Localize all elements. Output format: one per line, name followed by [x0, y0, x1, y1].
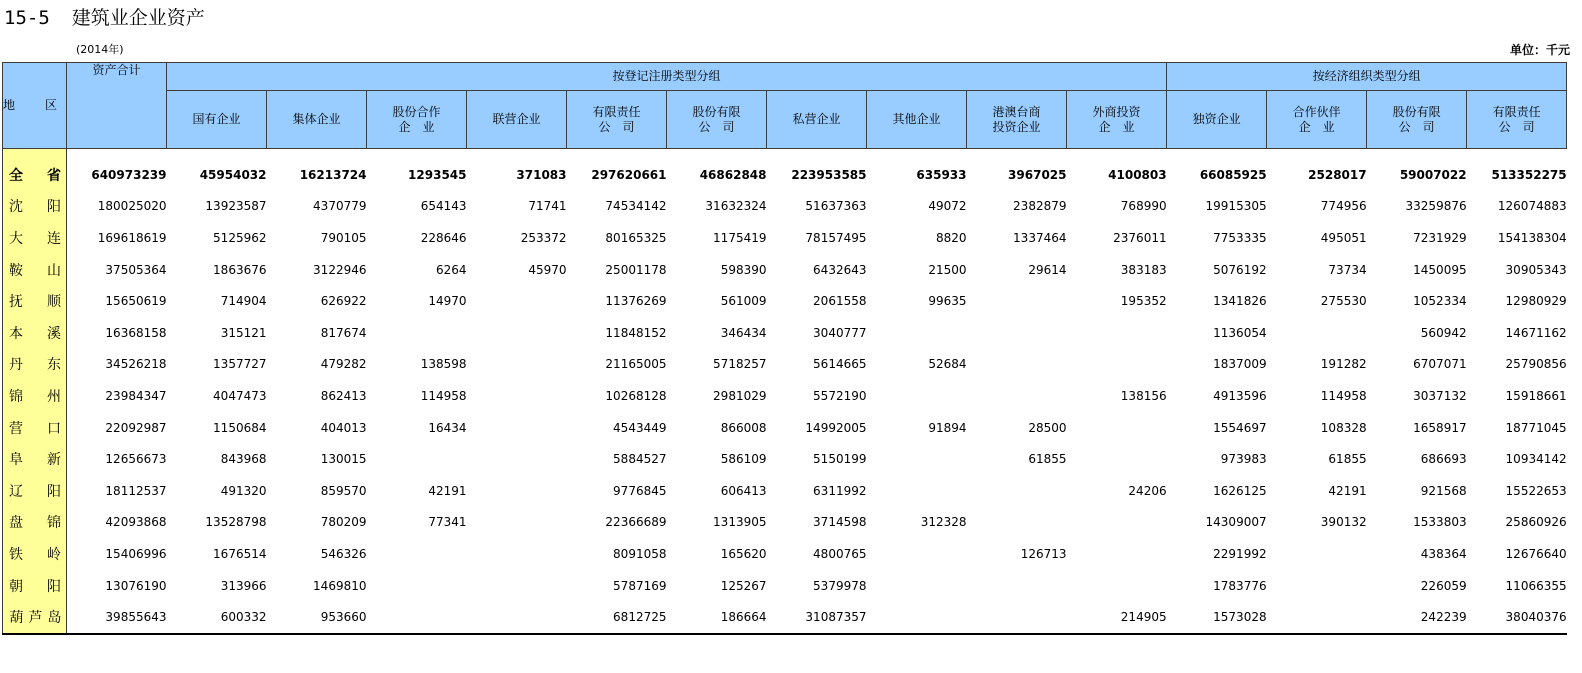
value-cell: 561009 — [720, 294, 767, 309]
value-cell: 52684 — [928, 357, 967, 372]
value-cell: 953660 — [267, 601, 367, 634]
value-cell: 78157495 — [805, 230, 867, 245]
value-cell: 1357727 — [213, 357, 267, 372]
registration-column-header: 国有企业 — [167, 91, 267, 149]
value-cell: 4100803 — [1108, 167, 1167, 182]
value-cell: 2376011 — [1113, 230, 1167, 245]
total-value-cell: 37505364 — [105, 262, 167, 277]
value-cell: 114958 — [420, 388, 467, 403]
value-cell: 438364 — [1420, 546, 1467, 561]
value-cell: 12676640 — [1505, 546, 1567, 561]
value-cell — [1067, 317, 1167, 349]
value-cell: 312328 — [920, 515, 967, 530]
value-cell: 5076192 — [1213, 262, 1267, 277]
value-cell: 598390 — [720, 262, 767, 277]
table-row — [3, 475, 1567, 507]
value-cell: 77341 — [428, 515, 467, 530]
region-cell: 大 连 — [3, 222, 67, 254]
value-cell — [967, 601, 1067, 634]
value-cell: 4913596 — [1213, 388, 1267, 403]
registration-column-header: 股份有限 公 司 — [667, 91, 767, 149]
registration-column-header: 私营企业 — [767, 91, 867, 149]
value-cell: 99635 — [928, 294, 967, 309]
value-cell: 12980929 — [1505, 294, 1567, 309]
year-label: (2014年) — [76, 43, 124, 56]
value-cell — [467, 412, 567, 444]
value-cell: 15522653 — [1505, 483, 1567, 498]
value-cell: 9776845 — [613, 483, 667, 498]
value-cell: 126074883 — [1497, 199, 1567, 214]
value-cell: 780209 — [320, 515, 367, 530]
value-cell — [367, 601, 467, 634]
value-cell: 130015 — [320, 452, 367, 467]
value-cell — [867, 443, 967, 475]
value-cell: 1469810 — [313, 578, 367, 593]
value-cell: 30905343 — [1505, 262, 1567, 277]
value-cell: 3714598 — [813, 515, 867, 530]
value-cell: 6311992 — [813, 483, 867, 498]
value-cell: 71741 — [528, 199, 567, 214]
value-cell: 495051 — [1320, 230, 1367, 245]
unit-label: 单位：千元 — [1509, 43, 1570, 57]
value-cell: 1337464 — [1013, 230, 1067, 245]
value-cell — [867, 601, 967, 634]
registration-column-header: 集体企业 — [267, 91, 367, 149]
value-cell: 6264 — [435, 262, 467, 277]
value-cell: 5614665 — [813, 357, 867, 372]
total-value-cell: 640973239 — [91, 167, 167, 182]
value-cell — [1067, 570, 1167, 602]
value-cell: 866008 — [720, 420, 767, 435]
value-cell: 14671162 — [1505, 325, 1567, 340]
value-cell: 1573028 — [1167, 601, 1267, 634]
value-cell: 1533803 — [1413, 515, 1467, 530]
value-cell: 16434 — [428, 420, 467, 435]
value-cell — [1267, 601, 1367, 634]
value-cell: 297620661 — [591, 167, 667, 182]
total-value-cell: 13076190 — [105, 578, 167, 593]
registration-column-header: 外商投资 企 业 — [1067, 91, 1167, 149]
value-cell: 1175419 — [713, 230, 767, 245]
value-cell: 315121 — [220, 325, 267, 340]
table-row — [3, 570, 1567, 602]
value-cell — [967, 380, 1067, 412]
value-cell: 59007022 — [1399, 167, 1467, 182]
value-cell: 22366689 — [605, 515, 667, 530]
value-cell: 223953585 — [791, 167, 867, 182]
value-cell: 3967025 — [1008, 167, 1067, 182]
total-value-cell: 15406996 — [105, 546, 167, 561]
economic-column-header: 合作伙伴 企 业 — [1267, 91, 1367, 149]
value-cell: 600332 — [167, 601, 267, 634]
value-cell: 4543449 — [613, 420, 667, 435]
value-cell: 80165325 — [605, 230, 667, 245]
value-cell — [1267, 317, 1367, 349]
value-cell: 654143 — [420, 199, 467, 214]
value-cell: 11376269 — [605, 294, 667, 309]
value-cell: 21500 — [928, 262, 967, 277]
value-cell — [967, 475, 1067, 507]
value-cell: 49072 — [928, 199, 967, 214]
value-cell — [1067, 349, 1167, 381]
value-cell — [467, 443, 567, 475]
value-cell: 346434 — [720, 325, 767, 340]
table-row — [3, 601, 1567, 634]
value-cell: 513352275 — [1491, 167, 1567, 182]
value-cell: 7231929 — [1413, 230, 1467, 245]
region-cell: 锦 州 — [3, 380, 67, 412]
value-cell: 7753335 — [1213, 230, 1267, 245]
value-cell — [967, 570, 1067, 602]
value-cell — [467, 601, 567, 634]
value-cell: 6707071 — [1413, 357, 1467, 372]
value-cell: 165620 — [720, 546, 767, 561]
value-cell: 42191 — [428, 483, 467, 498]
table-body — [3, 149, 1567, 634]
value-cell: 25001178 — [605, 262, 667, 277]
value-cell: 73734 — [1328, 262, 1367, 277]
value-cell: 38040376 — [1467, 601, 1567, 634]
value-cell: 5379978 — [813, 578, 867, 593]
value-cell: 2061558 — [813, 294, 867, 309]
region-cell: 盘 锦 — [3, 507, 67, 539]
region-cell: 丹 东 — [3, 349, 67, 381]
value-cell — [1267, 570, 1367, 602]
economic-column-header: 股份有限 公 司 — [1367, 91, 1467, 149]
table-row — [3, 412, 1567, 444]
value-cell: 66085925 — [1199, 167, 1267, 182]
value-cell: 25860926 — [1505, 515, 1567, 530]
region-cell: 阜 新 — [3, 443, 67, 475]
value-cell: 24206 — [1128, 483, 1167, 498]
value-cell: 1293545 — [408, 167, 467, 182]
value-cell: 4047473 — [213, 388, 267, 403]
registration-group-header: 按登记注册类型分组 — [167, 63, 1167, 91]
value-cell: 18771045 — [1505, 420, 1567, 435]
value-cell: 51637363 — [805, 199, 867, 214]
total-value-cell: 169618619 — [97, 230, 167, 245]
table-row — [3, 507, 1567, 539]
registration-column-header: 其他企业 — [867, 91, 967, 149]
total-value-cell: 22092987 — [105, 420, 167, 435]
value-cell: 74534142 — [605, 199, 667, 214]
value-cell: 5572190 — [813, 388, 867, 403]
value-cell: 13528798 — [205, 515, 267, 530]
value-cell: 31632324 — [705, 199, 767, 214]
value-cell: 2528017 — [1308, 167, 1367, 182]
value-cell: 8091058 — [613, 546, 667, 561]
value-cell: 921568 — [1420, 483, 1467, 498]
registration-column-header: 联营企业 — [467, 91, 567, 149]
value-cell: 2382879 — [1013, 199, 1067, 214]
value-cell: 390132 — [1320, 515, 1367, 530]
value-cell: 843968 — [220, 452, 267, 467]
value-cell: 195352 — [1120, 294, 1167, 309]
value-cell: 1341826 — [1213, 294, 1267, 309]
economic-column-header: 有限责任 公 司 — [1467, 91, 1567, 149]
table-row — [3, 222, 1567, 254]
value-cell: 13923587 — [205, 199, 267, 214]
value-cell: 114958 — [1320, 388, 1367, 403]
registration-column-header: 有限责任 公 司 — [567, 91, 667, 149]
region-cell: 抚 顺 — [3, 285, 67, 317]
table-row — [3, 317, 1567, 349]
value-cell: 1554697 — [1213, 420, 1267, 435]
value-cell: 6812725 — [567, 601, 667, 634]
total-value-cell: 12656673 — [105, 452, 167, 467]
value-cell — [867, 570, 967, 602]
value-cell: 371083 — [516, 167, 567, 182]
table-row — [3, 191, 1567, 223]
value-cell: 1450095 — [1413, 262, 1467, 277]
total-row — [3, 149, 1567, 191]
value-cell: 479282 — [320, 357, 367, 372]
value-cell: 28500 — [1028, 420, 1067, 435]
value-cell — [467, 570, 567, 602]
value-cell: 10934142 — [1505, 452, 1567, 467]
value-cell: 8820 — [935, 230, 967, 245]
region-cell: 铁 岭 — [3, 538, 67, 570]
total-value-cell: 180025020 — [97, 199, 167, 214]
value-cell: 973983 — [1220, 452, 1267, 467]
table-row — [3, 380, 1567, 412]
table-row — [3, 538, 1567, 570]
value-cell — [467, 285, 567, 317]
value-cell: 4370779 — [313, 199, 367, 214]
value-cell — [1067, 412, 1167, 444]
value-cell: 14970 — [428, 294, 467, 309]
value-cell: 61855 — [1328, 452, 1367, 467]
region-cell: 沈 阳 — [3, 191, 67, 223]
value-cell: 138598 — [420, 357, 467, 372]
value-cell: 61855 — [1028, 452, 1067, 467]
region-cell: 朝 阳 — [3, 570, 67, 602]
region-cell: 本 溪 — [3, 317, 67, 349]
value-cell: 5125962 — [213, 230, 267, 245]
value-cell: 3040777 — [813, 325, 867, 340]
value-cell: 21165005 — [605, 357, 667, 372]
value-cell: 242239 — [1367, 601, 1467, 634]
region-cell: 营 口 — [3, 412, 67, 444]
value-cell: 2981029 — [713, 388, 767, 403]
economic-column-header: 独资企业 — [1167, 91, 1267, 149]
value-cell: 817674 — [320, 325, 367, 340]
value-cell — [867, 538, 967, 570]
value-cell: 186664 — [667, 601, 767, 634]
value-cell: 11066355 — [1505, 578, 1567, 593]
value-cell — [967, 285, 1067, 317]
value-cell: 91894 — [928, 420, 967, 435]
value-cell — [867, 380, 967, 412]
value-cell: 46862848 — [699, 167, 767, 182]
value-cell: 11848152 — [605, 325, 667, 340]
value-cell: 16213724 — [299, 167, 367, 182]
value-cell: 1783776 — [1213, 578, 1267, 593]
assets-table — [2, 62, 1567, 635]
table-row — [3, 254, 1567, 286]
economic-group-header: 按经济组织类型分组 — [1167, 63, 1567, 91]
value-cell: 31087357 — [767, 601, 867, 634]
value-cell: 5884527 — [613, 452, 667, 467]
value-cell: 6432643 — [813, 262, 867, 277]
value-cell — [467, 507, 567, 539]
value-cell: 125267 — [720, 578, 767, 593]
value-cell: 15918661 — [1505, 388, 1567, 403]
value-cell: 768990 — [1120, 199, 1167, 214]
total-value-cell: 18112537 — [105, 483, 167, 498]
value-cell: 275530 — [1320, 294, 1367, 309]
value-cell: 404013 — [320, 420, 367, 435]
total-value-cell: 16368158 — [105, 325, 167, 340]
value-cell: 546326 — [320, 546, 367, 561]
value-cell — [467, 317, 567, 349]
value-cell: 138156 — [1120, 388, 1167, 403]
total-value-cell: 23984347 — [105, 388, 167, 403]
value-cell — [367, 443, 467, 475]
value-cell: 862413 — [320, 388, 367, 403]
value-cell: 1136054 — [1213, 325, 1267, 340]
total-value-cell: 39855643 — [67, 601, 167, 634]
value-cell: 42191 — [1328, 483, 1367, 498]
value-cell: 5718257 — [713, 357, 767, 372]
value-cell — [967, 349, 1067, 381]
value-cell — [367, 317, 467, 349]
value-cell: 1676514 — [213, 546, 267, 561]
region-cell: 鞍 山 — [3, 254, 67, 286]
value-cell — [1067, 443, 1167, 475]
table-number: 15-5 — [4, 7, 50, 29]
value-cell: 19915305 — [1205, 199, 1267, 214]
region-header: 地 区 — [3, 63, 67, 149]
value-cell — [1267, 538, 1367, 570]
value-cell — [467, 349, 567, 381]
value-cell — [867, 317, 967, 349]
total-value-cell: 34526218 — [105, 357, 167, 372]
value-cell: 3122946 — [313, 262, 367, 277]
value-cell: 25790856 — [1505, 357, 1567, 372]
value-cell — [867, 475, 967, 507]
total-header: 资产合计 — [67, 63, 167, 149]
region-cell: 辽 阳 — [3, 475, 67, 507]
value-cell: 154138304 — [1497, 230, 1567, 245]
value-cell: 859570 — [320, 483, 367, 498]
value-cell: 1052334 — [1413, 294, 1467, 309]
value-cell: 1150684 — [213, 420, 267, 435]
value-cell: 1626125 — [1213, 483, 1267, 498]
value-cell — [367, 538, 467, 570]
value-cell: 586109 — [720, 452, 767, 467]
value-cell: 1863676 — [213, 262, 267, 277]
value-cell: 226059 — [1420, 578, 1467, 593]
value-cell: 686693 — [1420, 452, 1467, 467]
value-cell — [467, 538, 567, 570]
value-cell: 45970 — [528, 262, 567, 277]
value-cell: 14309007 — [1205, 515, 1267, 530]
value-cell — [467, 475, 567, 507]
table-row — [3, 285, 1567, 317]
value-cell: 253372 — [520, 230, 567, 245]
region-cell: 葫 芦 岛 — [3, 601, 67, 634]
value-cell: 774956 — [1320, 199, 1367, 214]
value-cell: 5787169 — [613, 578, 667, 593]
value-cell: 626922 — [320, 294, 367, 309]
value-cell — [1067, 538, 1167, 570]
value-cell: 1658917 — [1413, 420, 1467, 435]
value-cell: 228646 — [420, 230, 467, 245]
value-cell: 2291992 — [1213, 546, 1267, 561]
page-title — [4, 6, 205, 30]
value-cell: 3037132 — [1413, 388, 1467, 403]
value-cell: 29614 — [1028, 262, 1067, 277]
value-cell — [967, 317, 1067, 349]
value-cell — [467, 380, 567, 412]
region-cell: 全 省 — [3, 149, 67, 191]
value-cell: 491320 — [220, 483, 267, 498]
table-row — [3, 443, 1567, 475]
value-cell: 1313905 — [713, 515, 767, 530]
value-cell — [967, 507, 1067, 539]
value-cell: 383183 — [1120, 262, 1167, 277]
value-cell: 45954032 — [199, 167, 267, 182]
table-header — [3, 63, 1567, 149]
value-cell: 10268128 — [605, 388, 667, 403]
value-cell — [1067, 507, 1167, 539]
value-cell: 635933 — [916, 167, 967, 182]
value-cell: 790105 — [320, 230, 367, 245]
registration-column-header: 股份合作 企 业 — [367, 91, 467, 149]
value-cell: 126713 — [1020, 546, 1067, 561]
table-title: 建筑业企业资产 — [71, 7, 205, 29]
value-cell — [367, 570, 467, 602]
value-cell: 191282 — [1320, 357, 1367, 372]
value-cell: 5150199 — [813, 452, 867, 467]
total-value-cell: 42093868 — [105, 515, 167, 530]
total-value-cell: 15650619 — [105, 294, 167, 309]
value-cell: 33259876 — [1405, 199, 1467, 214]
value-cell: 313966 — [220, 578, 267, 593]
value-cell: 4800765 — [813, 546, 867, 561]
value-cell: 560942 — [1420, 325, 1467, 340]
value-cell: 714904 — [220, 294, 267, 309]
value-cell: 606413 — [720, 483, 767, 498]
table-row — [3, 349, 1567, 381]
value-cell: 1837009 — [1213, 357, 1267, 372]
value-cell: 108328 — [1320, 420, 1367, 435]
registration-column-header: 港澳台商 投资企业 — [967, 91, 1067, 149]
value-cell: 14992005 — [805, 420, 867, 435]
value-cell: 214905 — [1067, 601, 1167, 634]
